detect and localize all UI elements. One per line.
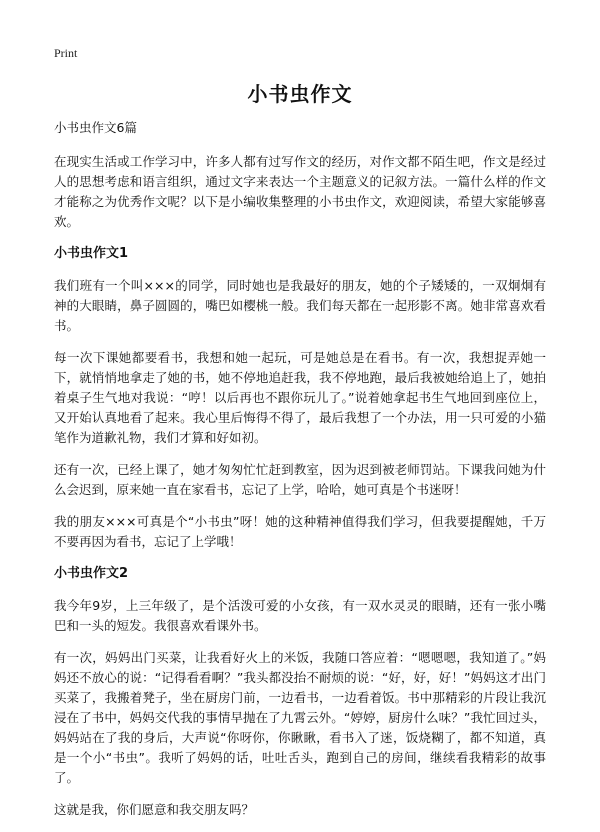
section-paragraph: 有一次，妈妈出门买菜，让我看好火上的米饭，我随口答应着：“嗯嗯嗯，我知道了。”妈妈还不放心的说：“记得看看啊？”我头都没抬不耐烦的说：“好，好，好！”妈妈这才出门买菜了，我搬着凳子，坐在厨房门前，一边看书，一边看着饭。书中那精彩的片段让我沉浸在了书中，妈妈交代我的事情早抛在了九霄云外。“婷婷，厨房什么味？”我忙回过头，妈妈站在了我的身后，大声说“你呀你，你瞅瞅，看书入了迷，饭烧糊了，都不知道，真是一个小“书虫”。我听了妈妈的话，吐吐舌头，跑到自己的房间，继续看我精彩的故事了。 (54, 650, 546, 785)
page-title: 小书虫作文 (247, 82, 353, 106)
section-paragraph: 我的朋友×××可真是个“小书虫”呀！她的这种精神值得我们学习，但我要提醒她，千万不要再因为看书，忘记了上学哦！ (54, 514, 546, 549)
section-heading: 小书虫作文1 (54, 246, 129, 261)
article-body (54, 118, 546, 832)
section-paragraph: 这就是我，你们愿意和我交朋友吗？ (54, 802, 255, 817)
intro-paragraph: 在现实生活或工作学习中，许多人都有过写作文的经历，对作文都不陌生吧，作文是经过人的思想考虑和语言组织，通过文字来表达一个主题意义的记叙方法。一篇什么样的作文才能称之为优秀作文呢？以下是小编收集整理的小书虫作文，欢迎阅读，希望大家能够喜欢。 (54, 154, 546, 229)
section-paragraph: 我们班有一个叫×××的同学，同时她也是我最好的朋友，她的个子矮矮的，一双炯炯有神的大眼睛，鼻子圆圆的，嘴巴如樱桃一般。我们每天都在一起形影不离。她非常喜欢看书。 (54, 278, 546, 333)
section-paragraph: 我今年9岁，上三年级了，是个活泼可爱的小女孩，有一双水灵灵的眼睛，还有一张小嘴巴和一头的短发。我很喜欢看课外书。 (54, 598, 546, 633)
article-subtitle: 小书虫作文6篇 (54, 120, 137, 135)
section-paragraph: 每一次下课她都要看书，我想和她一起玩，可是她总是在看书。有一次，我想捉弄她一下，就悄悄地拿走了她的书，她不停地追赶我，我不停地跑，最后我被她给追上了，她拍着桌子生气地对我说：“哼！以后再也不跟你玩儿了。”说着她拿起书生气地回到座位上，又开始认真地看了起来。我心里后悔得不得了，最后我想了一个办法，用一只可爱的小猫笔作为道歉礼物，我们才算和好如初。 (54, 350, 546, 445)
section-heading: 小书虫作文2 (54, 566, 129, 581)
print-link[interactable]: Print (54, 46, 78, 60)
section-paragraph: 还有一次，已经上课了，她才匆匆忙忙赶到教室，因为迟到被老师罚站。下课我问她为什么会迟到，原来她一直在家看书，忘记了上学，哈哈，她可真是个书迷呀！ (54, 462, 546, 497)
